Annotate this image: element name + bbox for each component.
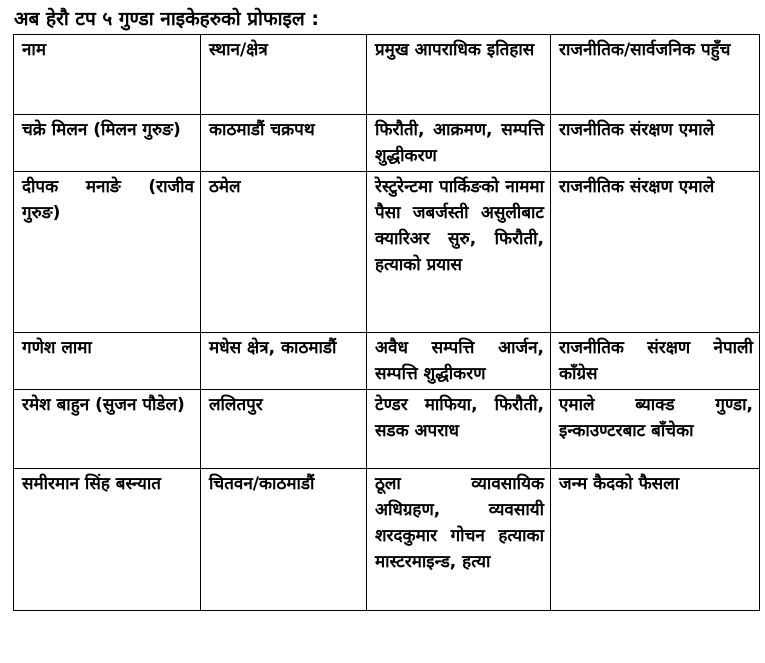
table-row bbox=[14, 115, 760, 172]
cell-name: चक्रे मिलन (मिलन गुरुङ) bbox=[14, 115, 201, 172]
cell-access: एमाले ब्याक्ड गुण्डा, इन्काउण्टरबाट बाँचेका bbox=[551, 390, 760, 469]
table-row bbox=[14, 333, 760, 390]
cell-history: फिरौती, आक्रमण, सम्पत्ति शुद्धीकरण bbox=[367, 115, 551, 172]
cell-name: रमेश बाहुन (सुजन पौडेल) bbox=[14, 390, 201, 469]
cell-history: ठूला व्यावसायिक अधिग्रहण, व्यवसायी शरदकुमार गोचन हत्याका मास्टरमाइन्ड, हत्या bbox=[367, 469, 551, 611]
cell-location: चितवन/काठमाडौं bbox=[201, 469, 367, 611]
table-row bbox=[14, 469, 760, 611]
cell-name: गणेश लामा bbox=[14, 333, 201, 390]
cell-access: राजनीतिक संरक्षण नेपाली काँग्रेस bbox=[551, 333, 760, 390]
cell-location: मधेस क्षेत्र, काठमाडौं bbox=[201, 333, 367, 390]
header-history: प्रमुख आपराधिक इतिहास bbox=[367, 35, 551, 115]
cell-history: रेस्टुरेन्टमा पार्किङको नाममा पैसा जबर्जस्ती असुलीबाट क्यारिअर सुरु, फिरौती, हत्याको प्रयास bbox=[367, 172, 551, 333]
cell-history: टेण्डर माफिया, फिरौती, सडक अपराध bbox=[367, 390, 551, 469]
table-header-row bbox=[14, 35, 760, 115]
header-location: स्थान/क्षेत्र bbox=[201, 35, 367, 115]
cell-location: ठमेल bbox=[201, 172, 367, 333]
cell-location: ललितपुर bbox=[201, 390, 367, 469]
cell-name: दीपक मनाङे (राजीव गुरुङ) bbox=[14, 172, 201, 333]
document-heading: अब हेरौ टप ५ गुण्डा नाइकेहरुको प्रोफाइल : bbox=[14, 8, 319, 30]
header-name: नाम bbox=[14, 35, 201, 115]
gang-leader-profile-table bbox=[13, 34, 760, 611]
cell-access: राजनीतिक संरक्षण एमाले bbox=[551, 172, 760, 333]
cell-access: राजनीतिक संरक्षण एमाले bbox=[551, 115, 760, 172]
table-row bbox=[14, 172, 760, 333]
cell-name: समीरमान सिंह बस्न्यात bbox=[14, 469, 201, 611]
header-access: राजनीतिक/सार्वजनिक पहुँच bbox=[551, 35, 760, 115]
cell-history: अवैध सम्पत्ति आर्जन, सम्पत्ति शुद्धीकरण bbox=[367, 333, 551, 390]
cell-access: जन्म कैदको फैसला bbox=[551, 469, 760, 611]
cell-location: काठमाडौं चक्रपथ bbox=[201, 115, 367, 172]
table-row bbox=[14, 390, 760, 469]
